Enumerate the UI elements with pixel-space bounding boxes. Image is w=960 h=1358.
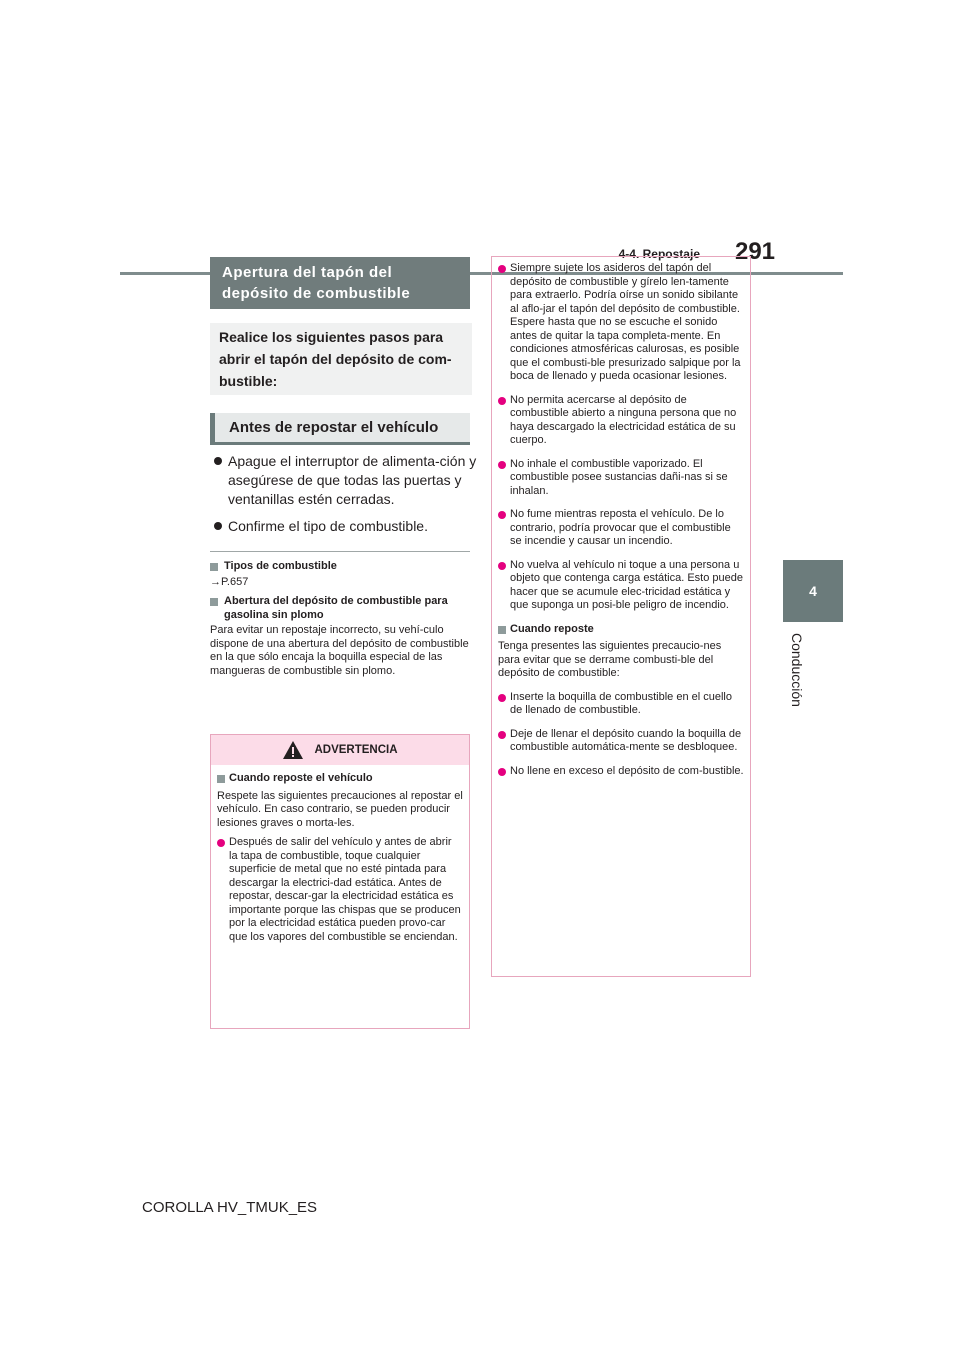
bullet-icon [498,265,506,273]
intro-box: Realice los siguientes pasos para abrir el tapón del depósito de com-bustible: [210,323,472,395]
square-bullet-icon [210,563,218,571]
list-item: Apague el interruptor de alimenta-ción y asegúrese de que todas las puertas y ventanillas estén cerradas. [210,452,480,509]
step-list [210,452,480,544]
bullet-icon [498,511,506,519]
list-item: No vuelva al vehículo ni toque a una persona u objeto que contenga carga estática. Esto puede hacer que se acumule elec-tricidad estática y que suponga un posi-ble peligro de incendio. [498,559,744,613]
bullet-icon [498,768,506,776]
bullet-icon [498,397,506,405]
notes [210,556,472,684]
square-bullet-icon [217,775,225,783]
warning-box-continued [491,256,751,977]
warning-box [210,734,470,1029]
list-item: Inserte la boquilla de combustible en el cuello de llenado de combustible. [498,691,744,718]
divider [210,551,470,552]
chapter-name: Conducción [789,633,805,707]
warning-label: ADVERTENCIA [314,744,398,756]
square-bullet-icon [498,626,506,634]
list-item: Siempre sujete los asideros del tapón del depósito de combustible y gírelo len-tamente para extraerlo. Podría oírse un sonido sibilante al aflo-jar el tapón del depósito de combustible. Espere hasta que no se escuche el sonido antes de quitar la tapa completa-mente. En condiciones atmosféricas calurosas, es posible que el combusti-ble presurizado salpique por la boca de llenado y pueda ocasionar lesiones. [498,262,744,384]
note-heading: Tipos de combustible [210,560,472,574]
footer-model: COROLLA HV_TMUK_ES [142,1199,318,1216]
list-item: No permita acercarse al depósito de combustible abierto a ninguna persona que no haya descargado la electricidad estática de su cuerpo. [498,394,744,448]
warning-header [211,735,469,765]
list-item: No inhale el combustible vaporizado. El combustible posee sustancias dañi-nas si se inhalan. [498,458,744,499]
note-text: Para evitar un repostaje incorrecto, su vehí-culo dispone de una abertura del depósito de combustible en la que sólo encaja la boquilla especial de las mangueras de combustible sin plomo. [210,624,469,677]
list-item: Confirme el tipo de combustible. [210,517,480,536]
bullet-icon [214,457,222,465]
warning-text: Respete las siguientes precauciones al repostar el vehículo. En caso contrario, se pueden producir lesiones graves o morta-les. [217,789,463,829]
warning-heading: Cuando reposte [498,623,744,637]
bullet-icon [498,461,506,469]
square-bullet-icon [210,598,218,606]
warning-text: Tenga presentes las siguientes precaucio-nes para evitar que se derrame combusti-ble del depósito de combustible: [498,640,722,679]
chapter-tab [783,560,843,622]
warning-triangle-icon [282,740,304,760]
page-reference: →P.657 [210,575,249,588]
chapter-number: 4 [809,583,817,599]
list-item: Deje de llenar el depósito cuando la boquilla de combustible automática-mente se desbloquee. [498,728,744,755]
subsection-title: Antes de repostar el vehículo [210,413,470,445]
warning-heading: Cuando reposte el vehículo [217,772,463,786]
note-heading: Abertura del depósito de combustible para gasolina sin plomo [210,595,472,622]
bullet-icon [214,522,222,530]
bullet-icon [217,839,225,847]
bullet-icon [498,562,506,570]
section-title: Apertura del tapón del depósito de combustible [210,257,470,309]
bullet-icon [498,694,506,702]
list-item: No llene en exceso el depósito de com-bustible. [498,765,744,779]
list-item: No fume mientras reposta el vehículo. De lo contrario, podría provocar que el combustible se incendie y causar un incendio. [498,508,744,549]
section-label: 4-4. Repostaje [618,247,700,261]
page-number: 291 [734,238,776,265]
bullet-icon [498,731,506,739]
list-item: Después de salir del vehículo y antes de abrir la tapa de combustible, toque cualquier superficie de metal que no esté pintada para descargar la electrici-dad estática. Antes de repostar, descar-gar la electricidad estática es importante porque las chispas que se producen por la electricidad estática pueden provo-car que los vapores del combustible se enciendan. [217,836,463,944]
